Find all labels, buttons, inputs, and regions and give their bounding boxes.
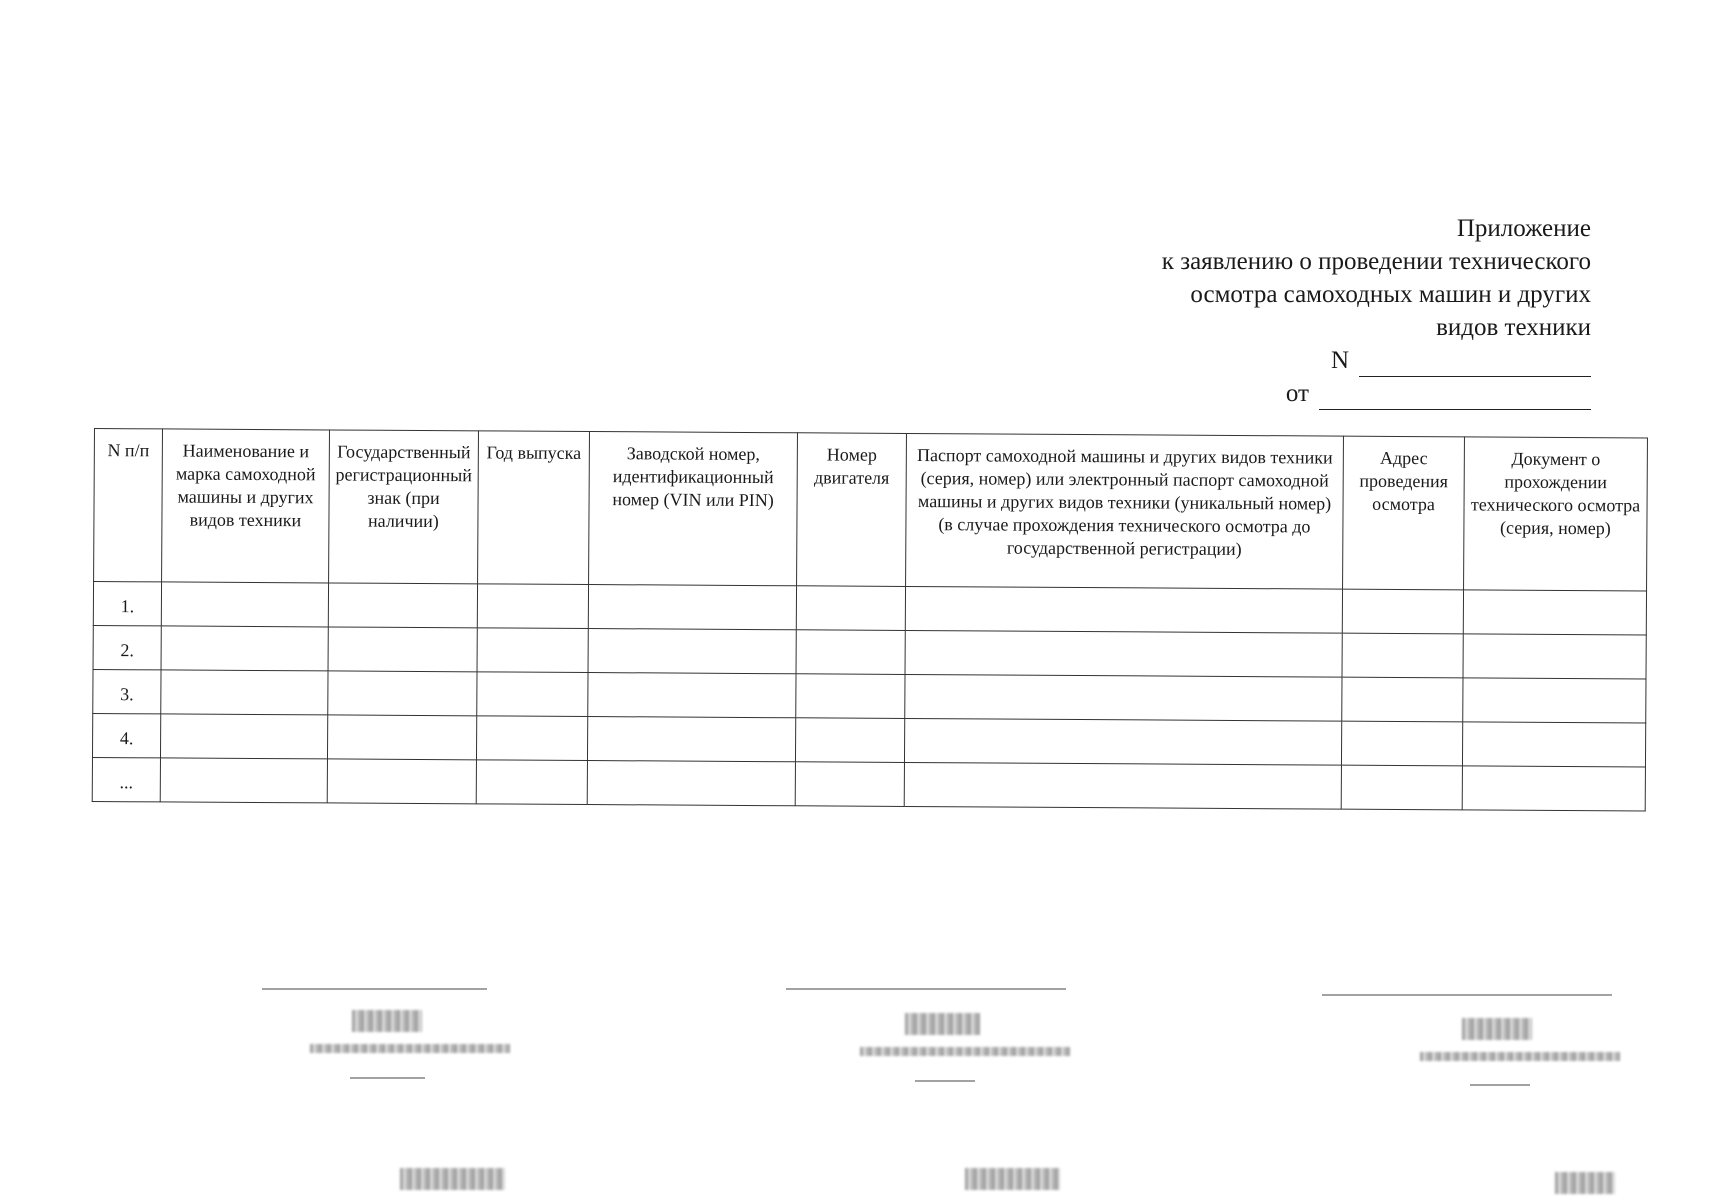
table-cell[interactable] bbox=[796, 586, 905, 631]
annex-line-2: осмотра самоходных машин и других bbox=[1190, 281, 1591, 308]
table-cell[interactable] bbox=[1342, 677, 1463, 722]
table-cell[interactable] bbox=[796, 674, 905, 719]
table-cell[interactable] bbox=[1462, 722, 1645, 767]
row-number-cell: 3. bbox=[93, 669, 161, 713]
table-cell[interactable] bbox=[476, 760, 587, 805]
number-label: N bbox=[1330, 347, 1349, 374]
table-cell[interactable] bbox=[328, 671, 477, 716]
table-cell[interactable] bbox=[905, 630, 1342, 677]
header-cell-year: Год выпуска bbox=[478, 431, 590, 585]
table-cell[interactable] bbox=[328, 627, 477, 672]
table-cell[interactable] bbox=[1342, 589, 1463, 634]
table-cell[interactable] bbox=[161, 670, 328, 715]
table-cell[interactable] bbox=[587, 761, 795, 806]
table-cell[interactable] bbox=[587, 717, 795, 762]
table-cell[interactable] bbox=[904, 762, 1341, 809]
table-cell[interactable] bbox=[161, 582, 328, 627]
table-cell[interactable] bbox=[328, 583, 477, 628]
number-blank-field[interactable] bbox=[1359, 352, 1591, 377]
scan-line bbox=[1322, 994, 1612, 996]
scan-smudge bbox=[860, 1047, 1070, 1056]
header-cell-name-brand: Наименование и марка самоходной машины и других видов техники bbox=[162, 429, 330, 583]
scan-line bbox=[350, 1077, 425, 1079]
row-number-cell: 1. bbox=[93, 582, 161, 626]
table-cell[interactable] bbox=[588, 585, 796, 630]
date-label: от bbox=[1285, 380, 1309, 407]
table-cell[interactable] bbox=[161, 626, 328, 671]
annex-header bbox=[1162, 212, 1591, 410]
table-cell[interactable] bbox=[904, 718, 1341, 765]
table-cell[interactable] bbox=[1463, 634, 1646, 679]
annex-line-1: к заявлению о проведении технического bbox=[1161, 248, 1591, 275]
scan-smudge bbox=[1462, 1018, 1532, 1040]
scan-line bbox=[915, 1080, 975, 1082]
header-cell-reg-plate: Государственный регистрационный знак (при наличии) bbox=[329, 430, 479, 584]
scan-line bbox=[262, 988, 487, 990]
table-cell[interactable] bbox=[796, 630, 905, 675]
table-header-row bbox=[94, 429, 1648, 591]
table-cell[interactable] bbox=[905, 586, 1342, 633]
table-cell[interactable] bbox=[905, 674, 1342, 721]
annex-title: Приложение bbox=[1456, 215, 1591, 242]
table-cell[interactable] bbox=[795, 762, 904, 807]
table-cell[interactable] bbox=[1463, 590, 1646, 635]
scan-smudge bbox=[965, 1168, 1060, 1190]
annex-line-3: видов техники bbox=[1436, 314, 1591, 341]
scan-smudge bbox=[1420, 1052, 1620, 1061]
scan-smudge bbox=[905, 1013, 980, 1035]
table-cell[interactable] bbox=[477, 584, 588, 629]
table-cell[interactable] bbox=[1342, 633, 1463, 678]
number-row bbox=[1162, 344, 1591, 377]
row-number-cell: 4. bbox=[92, 713, 160, 757]
header-cell-passport: Паспорт самоходной машины и других видов техники (серия, номер) или электронный паспорт самоходной машины и других видов техники (уникальный номер) (в случае прохождения технического осмотра до государственной регистрации) bbox=[906, 433, 1344, 589]
header-cell-inspection-doc: Документ о прохождении технического осмотра (серия, номер) bbox=[1464, 437, 1648, 591]
row-number-cell: ... bbox=[92, 757, 160, 801]
scan-line bbox=[786, 988, 1066, 990]
table-cell[interactable] bbox=[588, 673, 796, 718]
table-cell[interactable] bbox=[477, 628, 588, 673]
table-cell[interactable] bbox=[1341, 721, 1462, 766]
scan-smudge bbox=[400, 1168, 505, 1190]
table-cell[interactable] bbox=[327, 759, 476, 804]
date-row bbox=[1162, 377, 1591, 410]
table-cell[interactable] bbox=[1463, 678, 1646, 723]
table-row bbox=[92, 757, 1645, 810]
table-cell[interactable] bbox=[477, 672, 588, 717]
scan-smudge bbox=[310, 1044, 510, 1053]
row-number-cell: 2. bbox=[93, 625, 161, 669]
table-cell[interactable] bbox=[160, 714, 327, 759]
scan-line bbox=[1470, 1084, 1530, 1086]
table-cell[interactable] bbox=[160, 758, 327, 803]
table-cell[interactable] bbox=[588, 629, 796, 674]
header-cell-address: Адрес проведения осмотра bbox=[1343, 436, 1465, 590]
header-cell-engine-number: Номер двигателя bbox=[797, 433, 907, 587]
header-cell-number: N п/п bbox=[94, 429, 163, 582]
header-cell-vin: Заводской номер, идентификационный номер (VIN или PIN) bbox=[589, 432, 798, 586]
scan-smudge bbox=[352, 1010, 422, 1032]
table-cell[interactable] bbox=[795, 718, 904, 763]
date-blank-field[interactable] bbox=[1319, 385, 1591, 410]
table-cell[interactable] bbox=[1462, 766, 1645, 811]
table-cell[interactable] bbox=[1341, 765, 1462, 810]
vehicle-table bbox=[92, 428, 1648, 811]
table-cell[interactable] bbox=[476, 716, 587, 761]
table-cell[interactable] bbox=[327, 715, 476, 760]
vehicle-table-wrapper bbox=[92, 428, 1647, 811]
scan-smudge bbox=[1555, 1172, 1615, 1194]
